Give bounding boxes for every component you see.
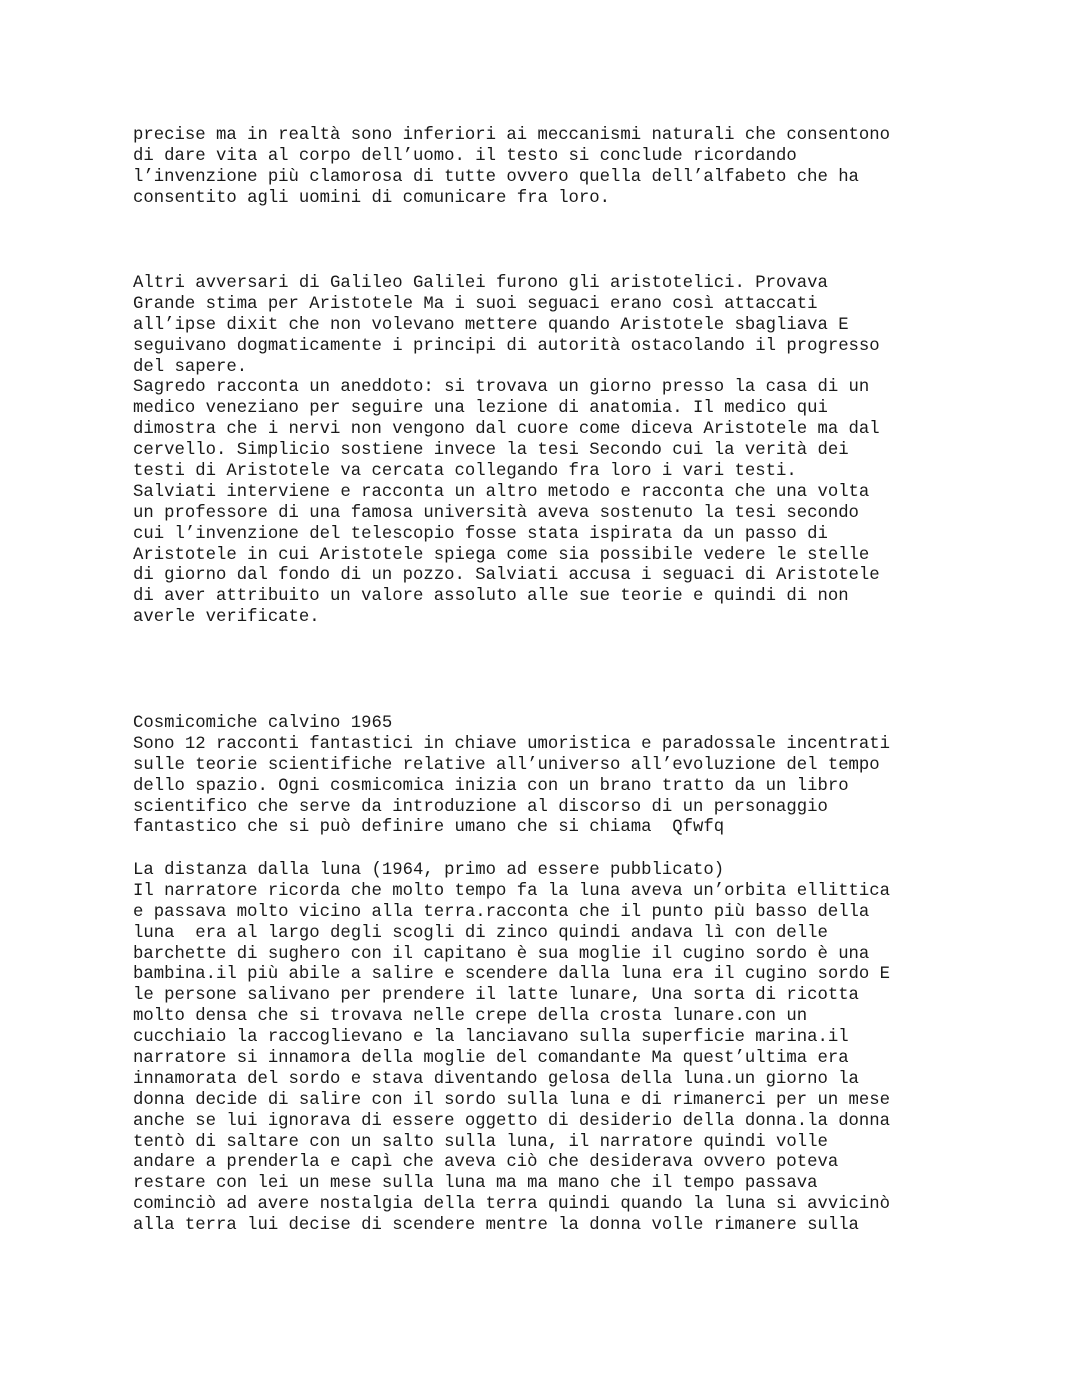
text-line: Aristotele in cui Aristotele spiega come sia possibile vedere le stelle	[133, 545, 870, 565]
text-line: Sono 12 racconti fantastici in chiave umoristica e paradossale incentrati	[133, 734, 891, 754]
text-line: del sapere.	[133, 357, 248, 377]
text-line: l’invenzione più clamorosa di tutte ovvero quella dell’alfabeto che ha	[133, 167, 859, 187]
text-line: averle verificate.	[133, 608, 320, 628]
paragraph-block-distanza-luna	[133, 861, 1033, 1237]
text-line: luna era al largo degli scogli di zinco quindi andava lì con delle	[133, 923, 828, 943]
text-line: sulle teorie scientifiche relative all’universo all’evoluzione del tempo	[133, 755, 880, 775]
text-line: scientifico che serve da introduzione al discorso di un personaggio	[133, 797, 828, 817]
text-line: fantastico che si può definire umano che si chiama Qfwfq	[133, 818, 725, 838]
text-line: Grande stima per Aristotele Ma i suoi seguaci erano così attaccati	[133, 294, 818, 314]
text-line: barchette di sughero con il capitano è sua moglie il cugino sordo è una	[133, 944, 870, 964]
text-line: alla terra lui decise di scendere mentre la donna volle rimanere sulla	[133, 1216, 859, 1236]
text-line: seguivano dogmaticamente i principi di autorità ostacolando il progresso	[133, 336, 880, 356]
text-line: La distanza dalla luna (1964, primo ad essere pubblicato)	[133, 861, 725, 880]
text-line: tentò di saltare con un salto sulla luna, il narratore quindi volle	[133, 1132, 828, 1152]
text-line: le persone salivano per prendere il latte lunare, Una sorta di ricotta	[133, 986, 859, 1006]
text-line: cominciò ad avere nostalgia della terra quindi quando la luna si avvicinò	[133, 1195, 891, 1215]
text-line: Altri avversari di Galileo Galilei furono gli aristotelici. Provava	[133, 274, 828, 293]
text-line: dello spazio. Ogni cosmicomica inizia con un brano tratto da un libro	[133, 776, 849, 796]
text-line: anche se lui ignorava di essere oggetto di desiderio della donna.la donna	[133, 1111, 891, 1131]
text-line: Cosmicomiche calvino 1965	[133, 714, 393, 733]
text-line: precise ma in realtà sono inferiori ai meccanismi naturali che consentono	[133, 126, 891, 145]
text-line: di dare vita al corpo dell’uomo. il testo si conclude ricordando	[133, 146, 797, 166]
text-line: consentito agli uomini di comunicare fra loro.	[133, 188, 611, 208]
text-line: molto densa che si trovava nelle crepe della crosta lunare.con un	[133, 1007, 808, 1027]
text-line: medico veneziano per seguire una lezione di anatomia. Il medico qui	[133, 399, 828, 419]
text-line: Il narratore ricorda che molto tempo fa la luna aveva un’orbita ellittica	[133, 881, 891, 901]
paragraph-block-alfabeto	[133, 126, 1033, 210]
text-line: narratore si innamora della moglie del comandante Ma quest’ultima era	[133, 1049, 849, 1069]
text-line: andare a prenderla e capì che aveva ciò che desiderava ovvero poteva	[133, 1153, 839, 1173]
paragraph-block-cosmicomiche	[133, 714, 1033, 839]
text-line: all’ipse dixit che non volevano mettere quando Aristotele sbagliava E	[133, 315, 849, 335]
text-line: restare con lei un mese sulla luna ma ma mano che il tempo passava	[133, 1174, 818, 1194]
text-line: un professore di una famosa università aveva sostenuto la tesi secondo	[133, 503, 859, 523]
text-line: bambina.il più abile a salire e scendere dalla luna era il cugino sordo E	[133, 965, 891, 985]
text-line: e passava molto vicino alla terra.racconta che il punto più basso della	[133, 902, 870, 922]
text-line: innamorata del sordo e stava diventando gelosa della luna.un giorno la	[133, 1069, 859, 1089]
text-line: Salviati interviene e racconta un altro metodo e racconta che una volta	[133, 482, 870, 502]
text-line: donna decide di salire con il sordo sulla luna e di rimanerci per un mese	[133, 1090, 891, 1110]
text-line: cucchiaio la raccoglievano e la lanciavano sulla superficie marina.il	[133, 1028, 849, 1048]
text-line: cui l’invenzione del telescopio fosse stata ispirata da un passo di	[133, 524, 828, 544]
text-line: di giorno dal fondo di un pozzo. Salviati accusa i seguaci di Aristotele	[133, 566, 880, 586]
text-line: testi di Aristotele va cercata collegando fra loro i vari testi.	[133, 462, 797, 482]
text-line: cervello. Simplicio sostiene invece la tesi Secondo cui la verità dei	[133, 441, 849, 461]
text-line: dimostra che i nervi non vengono dal cuore come diceva Aristotele ma dal	[133, 420, 880, 440]
paragraph-block-aristotelici	[133, 274, 1033, 629]
text-line: Sagredo racconta un aneddoto: si trovava un giorno presso la casa di un	[133, 378, 870, 398]
text-line: di aver attribuito un valore assoluto alle sue teorie e quindi di non	[133, 587, 849, 607]
